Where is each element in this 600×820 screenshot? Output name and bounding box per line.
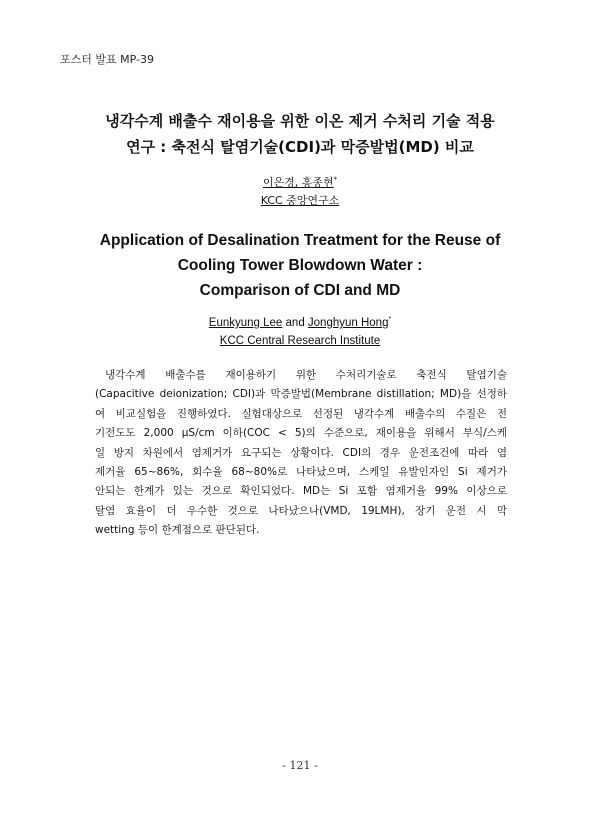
author-2-name: Jonghyun Hong	[307, 317, 389, 329]
korean-title	[40, 108, 560, 160]
english-authors-block	[0, 314, 600, 350]
korean-affiliation: KCC 중앙연구소	[260, 194, 340, 207]
english-title-line-3: Comparison of CDI and MD	[199, 282, 401, 299]
abstract-line: (Capacitive deionization; CDI)과 막증발법(Membrane distillation; MD)을 선정하	[95, 388, 507, 401]
author-conjunction: and	[282, 317, 308, 329]
english-authors	[0, 314, 600, 332]
page-number: - 121 -	[282, 759, 318, 772]
korean-title-line-1: 냉각수계 배출수 재이용을 위한 이온 제거 수처리 기술 적용	[105, 112, 495, 130]
corresponding-author-mark-en: *	[388, 316, 392, 324]
session-label: 포스터 발표 MP-39	[60, 53, 154, 66]
abstract-line: 기전도도 2,000 μS/cm 이하(COC < 5)의 수준으로, 재이용을 위해서 부식/스케	[95, 427, 507, 440]
abstract-line: 탈염 효율이 더 우수한 것으로 나타났으나(VMD, 19LMH), 장기 운전 시 막	[95, 504, 507, 517]
english-title-line-2: Cooling Tower Blowdown Water :	[177, 257, 423, 274]
abstract	[95, 366, 507, 541]
korean-authors	[0, 174, 600, 192]
korean-authors-block	[0, 174, 600, 210]
abstract-line: 제거율 65~86%, 회수율 68~80%로 나타났으며, 스케일 유발인자인 Si 제거가	[95, 466, 507, 479]
abstract-line: 안되는 한계가 있는 것으로 확인되었다. MD는 Si 포함 염제거율 99% 이상으로	[95, 485, 507, 498]
abstract-line: 일 방지 차원에서 염제거가 요구되는 상황이다. CDI의 경우 운전조건에 따라 염	[95, 446, 507, 459]
abstract-line: 여 비교실험을 진행하였다. 실험대상으로 선정된 냉각수계 배출수의 수질은 전	[95, 407, 507, 420]
abstract-line: wetting 등이 한계점으로 판단된다.	[95, 524, 260, 537]
english-title-line-1: Application of Desalination Treatment for the Reuse of	[99, 232, 501, 249]
author-1-name: Eunkyung Lee	[208, 317, 283, 329]
english-affiliation: KCC Central Research Institute	[219, 335, 381, 347]
korean-title-line-2: 연구 : 축전식 탈염기술(CDI)과 막증발법(MD) 비교	[126, 138, 474, 156]
abstract-line: 냉각수계 배출수를 재이용하기 위한 수처리기술로 축전식 탈염기술	[105, 369, 507, 381]
korean-author-names: 이은경, 홍종현	[262, 176, 334, 189]
english-title	[40, 228, 560, 303]
corresponding-author-mark: *	[333, 175, 338, 184]
